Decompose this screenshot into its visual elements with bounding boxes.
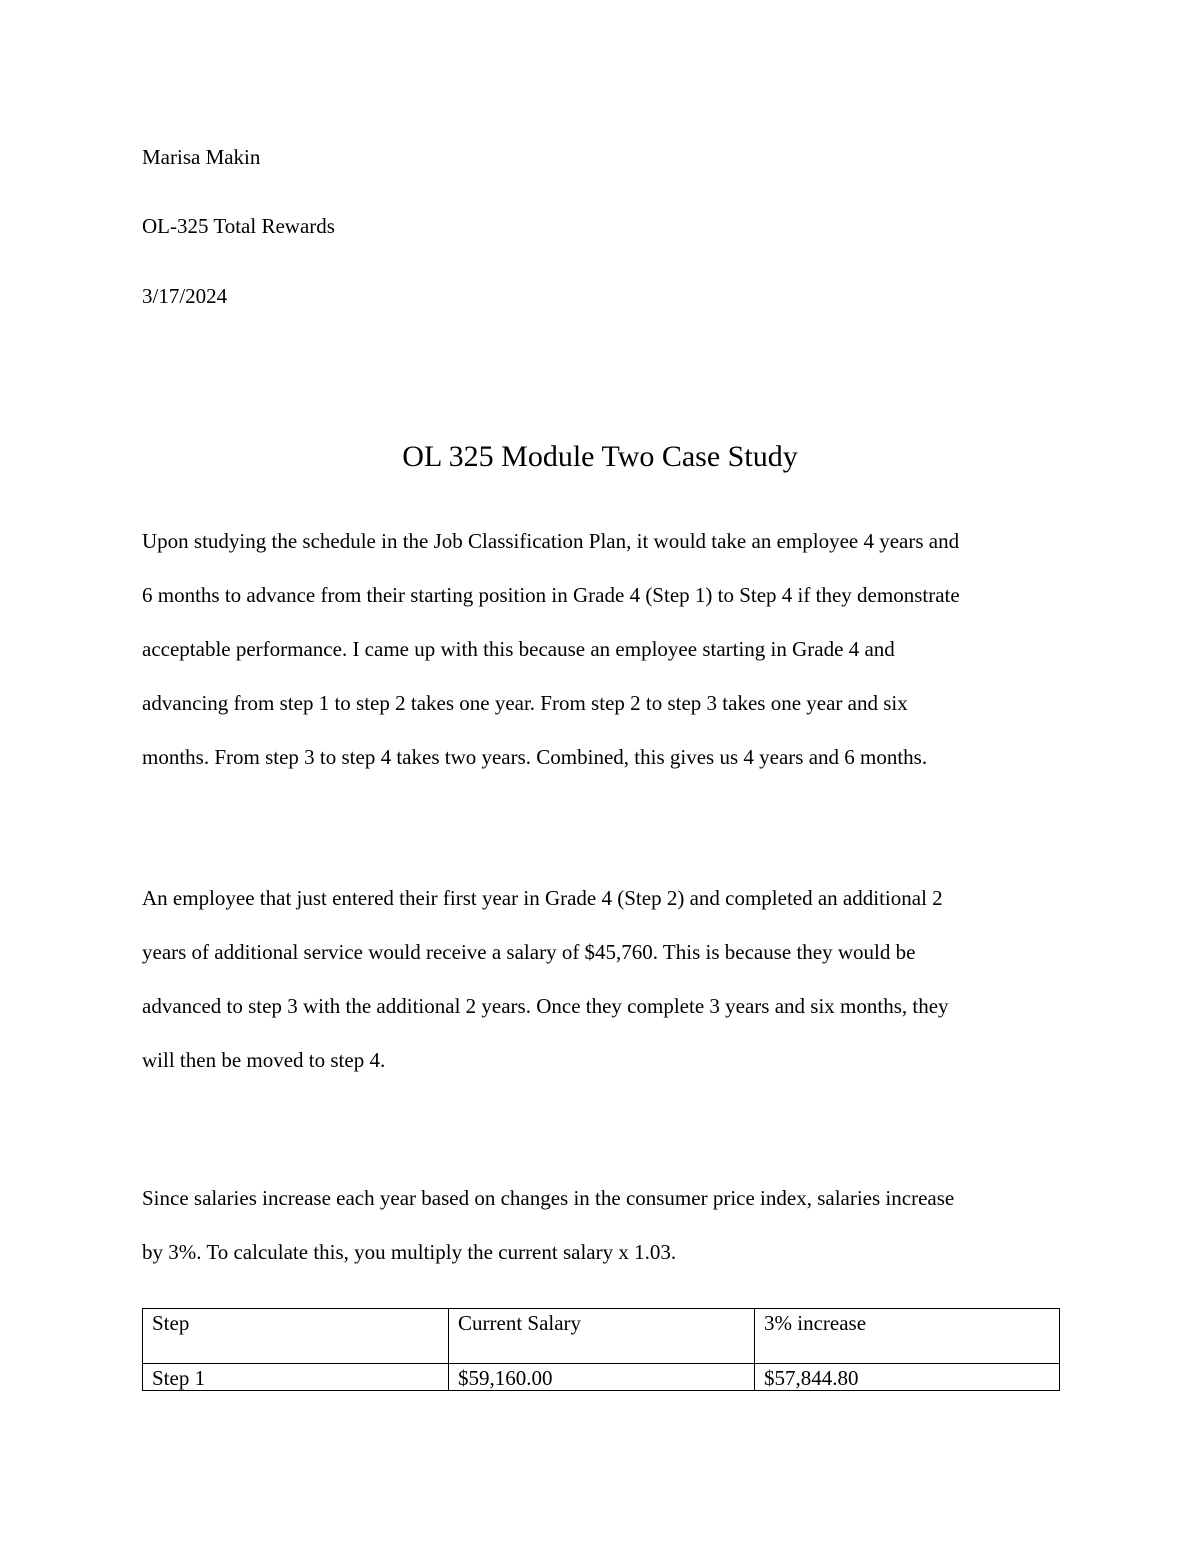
paragraph-line: months. From step 3 to step 4 takes two years. Combined, this gives us 4 years and 6 months.: [142, 745, 928, 769]
paragraph-line: Since salaries increase each year based on changes in the consumer price index, salaries increase: [142, 1186, 955, 1210]
paragraph-line: 6 months to advance from their starting position in Grade 4 (Step 1) to Step 4 if they demonstrate: [142, 583, 960, 607]
table-header-cell: Step: [143, 1309, 449, 1364]
paragraph-line: will then be moved to step 4.: [142, 1048, 386, 1072]
table-row: [143, 1364, 1060, 1391]
course-name: OL-325 Total Rewards: [142, 214, 335, 238]
paragraph-line: acceptable performance. I came up with this because an employee starting in Grade 4 and: [142, 637, 895, 661]
paragraph-line: years of additional service would receive a salary of $45,760. This is because they would be: [142, 940, 916, 964]
salary-table: [142, 1308, 1060, 1391]
author-name: Marisa Makin: [142, 145, 261, 169]
table-cell: $59,160.00: [449, 1364, 755, 1391]
paragraph-line: advanced to step 3 with the additional 2 years. Once they complete 3 years and six months, they: [142, 994, 949, 1018]
document-date: 3/17/2024: [142, 284, 228, 308]
table-cell: Step 1: [143, 1364, 449, 1391]
paragraph-line: Upon studying the schedule in the Job Classification Plan, it would take an employee 4 years and: [142, 529, 960, 553]
table-header-row: [143, 1309, 1060, 1364]
paragraph-line: by 3%. To calculate this, you multiply the current salary x 1.03.: [142, 1240, 677, 1264]
table-header-cell: 3% increase: [755, 1309, 1060, 1364]
table-header-cell: Current Salary: [449, 1309, 755, 1364]
table-cell: $57,844.80: [755, 1364, 1060, 1391]
document-title: OL 325 Module Two Case Study: [402, 440, 798, 473]
paragraph-line: An employee that just entered their first year in Grade 4 (Step 2) and completed an additional 2: [142, 886, 943, 910]
paragraph-line: advancing from step 1 to step 2 takes one year. From step 2 to step 3 takes one year and six: [142, 691, 908, 715]
